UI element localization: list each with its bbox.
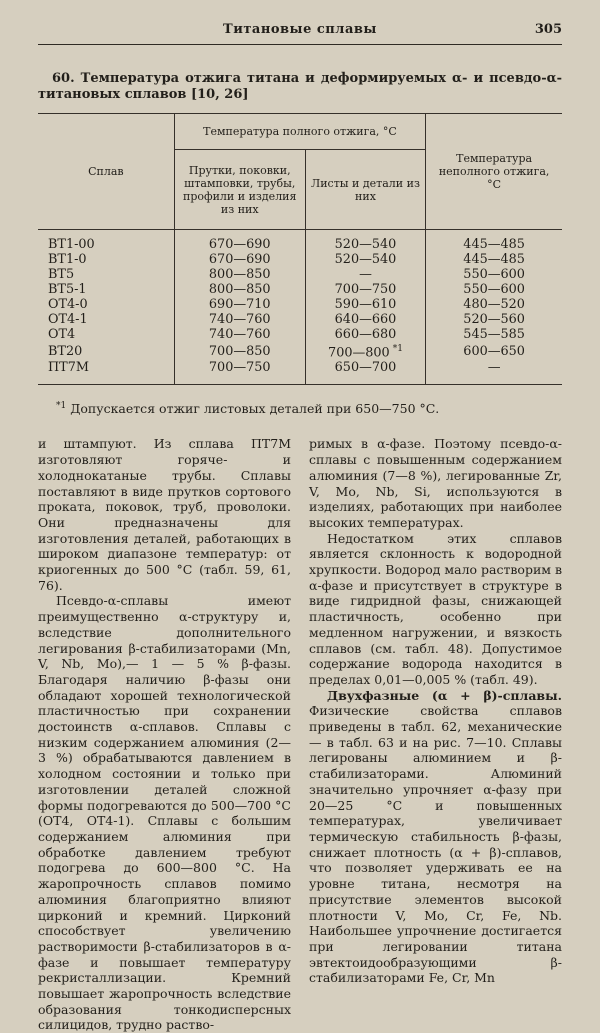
paragraph-text: Физические свойства сплавов приведены в табл. 62, механические — в табл. 63 и на рис. 7—10. Сплавы легированы алюминием и β-стабилизаторами. Алюминий значительно упрочняет α-фазу при 20—25 °С и повышенных температурах, увеличивает термическую стабильность β-фазы, снижает плотность (α + β)-сплавов, что позволяет удерживать ее на уровне титана, несмотря на присутствие элементов высокой плотности V, Mo, Cr, Fe, Nb. Наибольшее упрочнение достигается при легировании титана эвтектоидообразующими β-стабилизаторами Fe, Cr, Mn	[309, 703, 562, 986]
alloy-cell: ОТ4-1	[38, 312, 174, 327]
partial-temp-cell: 550—600	[463, 267, 525, 282]
table-row	[38, 327, 562, 342]
sheets-temp-cell: 640—660	[305, 312, 426, 327]
table-row	[38, 230, 562, 253]
alloy-cell: ОТ4	[38, 327, 174, 342]
column-group-full-annealing: Температура полного отжига, °С	[174, 114, 426, 150]
sheets-temp-cell: 700—750	[305, 282, 426, 297]
table-row	[38, 297, 562, 312]
alloy-cell: ВТ1-0	[38, 252, 174, 267]
table-row	[38, 342, 562, 360]
table-row	[38, 360, 562, 385]
sheets-temp-cell: 520—540	[305, 230, 426, 253]
table-body	[38, 230, 562, 385]
rods-temp-cell: 740—760	[174, 312, 305, 327]
rods-temp-cell: 700—850	[174, 342, 305, 360]
rods-temp-cell: 670—690	[174, 230, 305, 253]
rods-temp-cell: 670—690	[174, 252, 305, 267]
column-header-sheets: Листы и детали из них	[305, 150, 426, 230]
rods-temp-cell: 690—710	[174, 297, 305, 312]
partial-temp-cell: 550—600	[463, 282, 525, 297]
page-number: 305	[534, 22, 562, 37]
paragraph: Недостатком этих сплавов является склонность к водородной хрупкости. Водород мало растворим в α-фазе и присутствует в структуре в виде гидридной фазы, снижающей пластичность, особенно при медленном нагружении, и вязкость сплавов (см. табл. 48). Допустимое содержание водорода находится в пределах 0,01—0,005 % (табл. 49).	[309, 530, 563, 687]
alloy-cell: ВТ5-1	[38, 282, 174, 297]
partial-temp-cell: 445—485	[463, 237, 525, 252]
paragraph: Псевдо-α-сплавы имеют преимущественно α-структуру и, вследствие дополнительного легирования β-стабилизаторами (Mn, V, Nb, Mo),— 1 — 5 % β-фазы. Благодаря наличию β-фазы они обладают хорошей технологической пластичностью при сохранении достоинств α-сплавов. Сплавы с низким содержанием алюминия (2—3 %) обрабатываются давлением в холодном состоянии и только при изготовлении деталей сложной формы подогреваются до 500—700 °С (ОТ4, ОТ4-1). Сплавы с большим содержанием алюминия при обработке давлением требуют подогрева до 600—800 °С. На жаропрочность сплавов помимо алюминия благоприятно влияют цирконий и кремний. Цирконий способствует увеличению растворимости β-стабилизаторов в α-фазе и повышает температуру рекристаллизации. Кремний повышает жаропрочность вследствие образования тонкодисперсных силицидов, трудно раство-	[38, 593, 291, 1033]
alloy-cell: ВТ5	[38, 267, 174, 282]
paragraph	[309, 688, 562, 986]
column-header-partial-annealing: Температура неполного отжига, °С	[426, 114, 562, 230]
body-columns	[38, 436, 562, 1033]
footnote-reference: *1	[392, 344, 403, 354]
footnote-marker: *1	[56, 401, 67, 412]
rods-temp-cell: 800—850	[174, 282, 305, 297]
paragraph-lead: Двухфазные (α + β)-сплавы.	[327, 687, 562, 703]
header-rule	[38, 44, 562, 45]
table-row	[38, 267, 562, 282]
alloy-cell: ПТ7М	[38, 360, 174, 385]
table-row	[38, 312, 562, 327]
partial-temp-cell: 480—520	[463, 297, 525, 312]
rods-temp-cell: 740—760	[174, 327, 305, 342]
sheets-temp-cell: —	[305, 267, 426, 282]
rods-temp-cell: 700—750	[174, 360, 305, 385]
alloy-cell: ВТ1-00	[38, 230, 174, 253]
alloy-cell: ВТ20	[38, 342, 174, 360]
partial-temp-cell: 600—650	[463, 343, 525, 359]
partial-temp-cell: 545—585	[463, 327, 525, 342]
table-header	[38, 114, 562, 230]
table-footnote	[38, 399, 562, 416]
table-row	[38, 252, 562, 267]
partial-temp-cell: 520—560	[463, 312, 525, 327]
sheets-temp-cell: 590—610	[305, 297, 426, 312]
sheets-temp-cell: 520—540	[305, 252, 426, 267]
table-row	[38, 282, 562, 297]
sheets-temp-cell: 700—800 $^{*1}$	[305, 342, 426, 360]
running-head	[38, 22, 562, 40]
annealing-temperature-table	[38, 113, 562, 385]
paragraph: римых в α-фазе. Поэтому псевдо-α-сплавы с повышенным содержанием алюминия (7—8 %), легированные Zr, V, Mo, Nb, Si, используются в изделиях, работающих при наиболее высоких температурах.	[309, 436, 562, 530]
sheets-temp-cell: 660—680	[305, 327, 426, 342]
footnote-text: Допускается отжиг листовых деталей при 650—750 °С.	[70, 401, 440, 417]
left-column	[38, 436, 291, 1033]
rods-temp-cell: 800—850	[174, 267, 305, 282]
column-header-alloy: Сплав	[38, 114, 174, 230]
column-header-rods-forgings: Прутки, поковки, штамповки, трубы, профили и изделия из них	[174, 150, 305, 230]
partial-temp-cell: 445—485	[463, 252, 525, 267]
paragraph: и штампуют. Из сплава ПТ7М изготовляют горяче- и холоднокатаные трубы. Сплавы поставляют в виде прутков сортового проката, поковок, труб, проволоки. Они предназначены для изготовления деталей, работающих в широком диапазоне температур: от криогенных до 500 °С (табл. 59, 61, 76).	[38, 436, 291, 593]
alloy-cell: ОТ4-0	[38, 297, 174, 312]
table-caption: 60. Температура отжига титана и деформируемых α- и псевдо-α-титановых сплавов [10, 26]	[38, 71, 562, 102]
right-column	[309, 436, 562, 1033]
running-head-title: Титановые сплавы	[223, 22, 377, 37]
partial-temp-cell: —	[487, 360, 501, 376]
sheets-temp-cell: 650—700	[305, 360, 426, 385]
